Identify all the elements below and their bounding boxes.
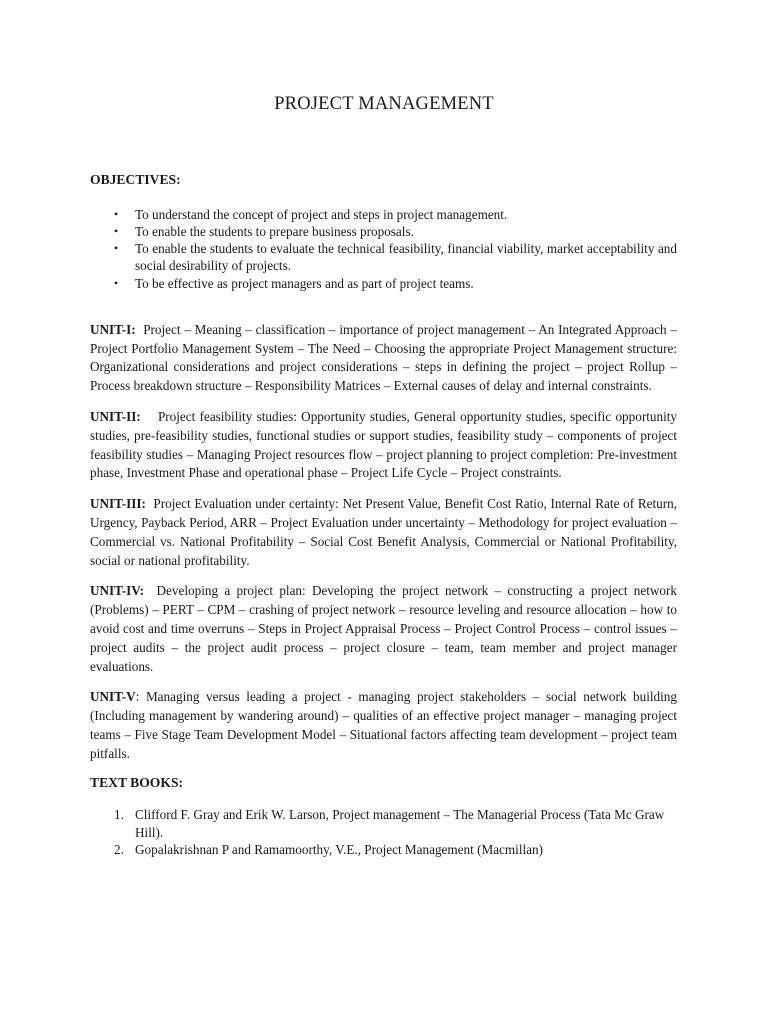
unit-5-label: UNIT-V [90, 689, 136, 705]
unit-1-paragraph [90, 321, 677, 396]
objective-text: To enable the students to prepare business proposals. [135, 224, 414, 239]
unit-2-text: Project feasibility studies: Opportunity studies, General opportunity studies, specific opportunity studies, pre-feasibility studies, functional studies or support studies, feasibility study – components of project feasibility studies – Managing Project resources flow – project planning to project completion: Pre-investment phase, Investment Phase and operational phase – Project Life Cycle – Project constraints. [90, 409, 677, 481]
unit-2-label: UNIT-II: [90, 409, 141, 424]
unit-3-text: Project Evaluation under certainty: Net Present Value, Benefit Cost Ratio, Internal Rate of Return, Urgency, Payback Period, ARR – Project Evaluation under uncertainty – Methodology for project evaluation – Commercial vs. National Profitability – Social Cost Benefit Analysis, Commercial or National Profitability, social or national profitability. [90, 496, 678, 568]
document-body [90, 171, 677, 858]
unit-4-label: UNIT-IV: [90, 583, 144, 599]
objective-text: To understand the concept of project and steps in project management. [135, 206, 508, 222]
objective-item [90, 206, 677, 223]
objective-text: To be effective as project managers and as part of project teams. [135, 275, 474, 291]
bullet-icon: • [114, 241, 119, 256]
objective-item [90, 240, 677, 274]
text-books-heading: TEXT BOOKS: [90, 774, 184, 790]
unit-5-paragraph [90, 688, 677, 763]
objectives-heading: OBJECTIVES: [90, 172, 181, 187]
unit-1-label: UNIT-I: [90, 321, 136, 337]
text-book-number: 2. [114, 841, 124, 857]
objectives-list [90, 206, 677, 292]
bullet-icon: • [114, 224, 119, 238]
unit-3-paragraph [90, 495, 677, 570]
text-book-text: Gopalakrishnan P and Ramamoorthy, V.E., Project Management (Macmillan) [135, 841, 543, 857]
unit-1-text: Project – Meaning – classification – importance of project management – An Integrated Approach – Project Portfolio Management System – The Need – Choosing the appropriate Project Management structure: Organizational considerations and project considerations – steps in defining the project – project Rollup – Process breakdown structure – Responsibility Matrices – External causes of delay and internal constraints. [90, 321, 677, 394]
text-book-text: Clifford F. Gray and Erik W. Larson, Project management – The Managerial Process (Tata Mc Graw Hill). [135, 807, 665, 840]
text-book-item [90, 841, 677, 858]
text-book-number: 1. [114, 807, 124, 823]
objective-item [90, 275, 677, 292]
unit-3-label: UNIT-III: [90, 496, 146, 512]
unit-4-text: Developing a project plan: Developing the project network – constructing a project network (Problems) – PERT – CPM – crashing of project network – resource leveling and resource allocation – how to avoid cost and time overruns – Steps in Project Appraisal Process – Project Control Process – control issues – project audits – the project audit process – project closure – team, team member and project manager evaluations. [90, 583, 677, 674]
unit-4-paragraph [90, 582, 677, 676]
bullet-icon: • [114, 275, 119, 290]
objective-text: To enable the students to evaluate the technical feasibility, financial viability, market acceptability and social desirability of projects. [135, 241, 677, 274]
objective-item [90, 223, 677, 240]
bullet-icon: • [114, 206, 119, 221]
unit-5-text: : Managing versus leading a project - managing project stakeholders – social network building (Including management by wandering around) – qualities of an effective project manager – managing project teams – Five Stage Team Development Model – Situational factors affecting team development – project team pitfalls. [90, 689, 677, 761]
text-book-item [90, 806, 677, 840]
text-books-list [90, 806, 677, 858]
page-title: PROJECT MANAGEMENT [274, 94, 494, 114]
unit-2-paragraph [90, 408, 677, 483]
